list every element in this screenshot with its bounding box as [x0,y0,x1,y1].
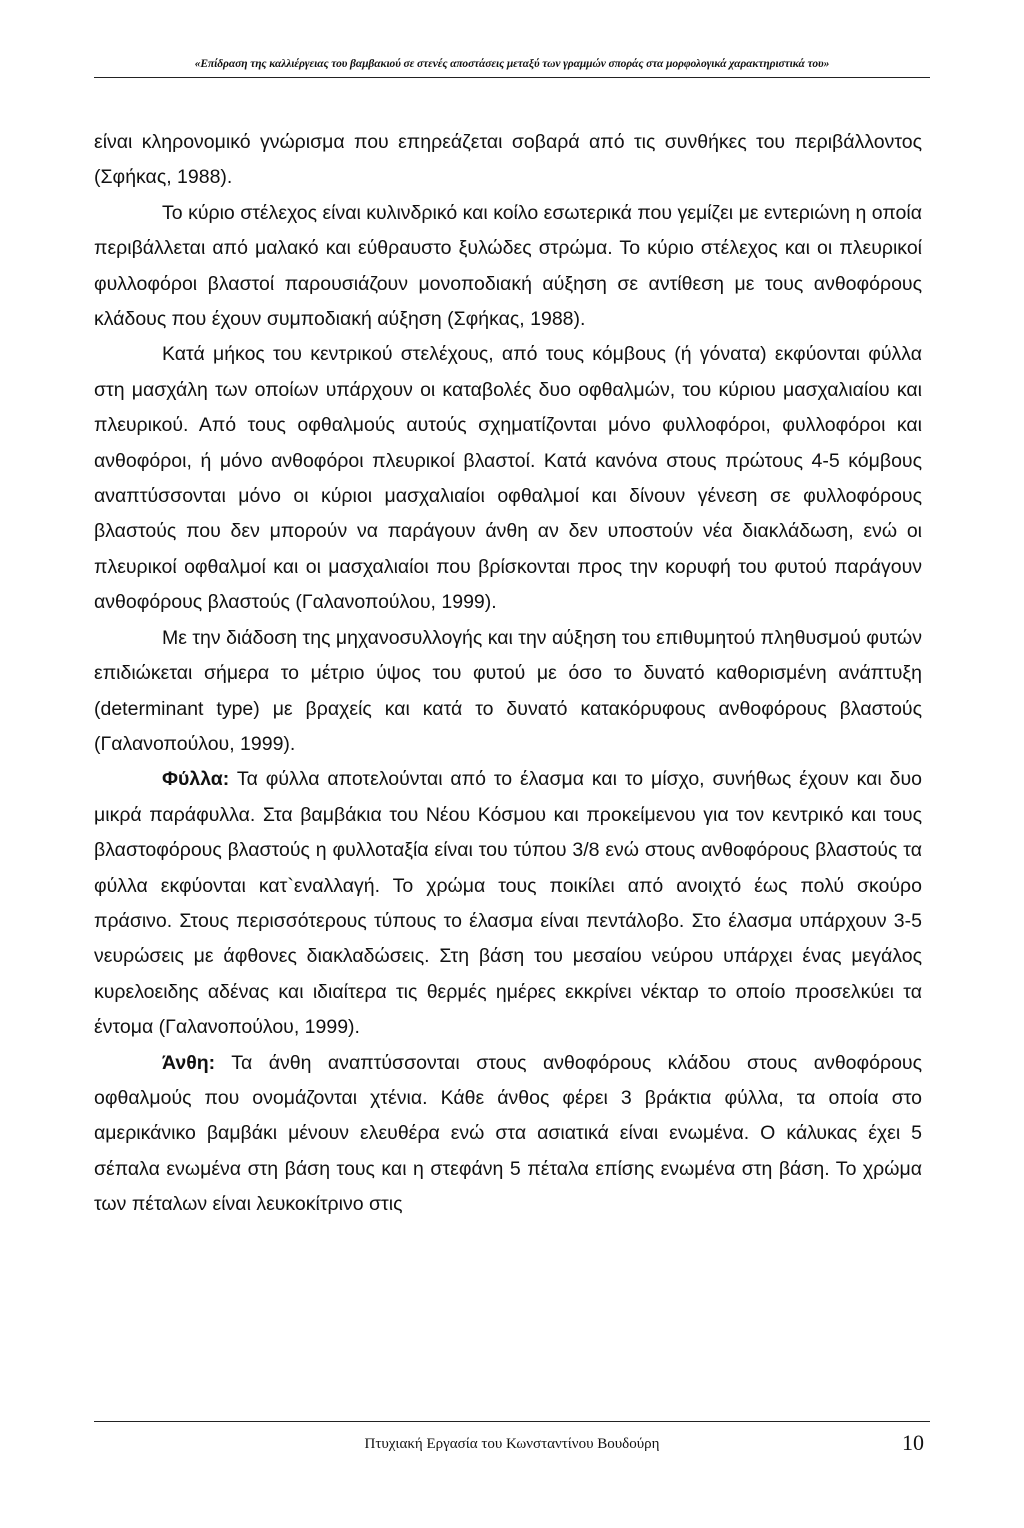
paragraph-3: Κατά μήκος του κεντρικού στελέχους, από τους κόμβους (ή γόνατα) εκφύονται φύλλα στη μασχάλη των οποίων υπάρχουν οι καταβολές δυο οφθαλμών, του κύριου μασχαλιαίου και πλευρικού. Από τους οφθαλμούς αυτούς σχηματίζονται μόνο φυλλοφόροι, φυλλοφόροι και ανθοφόροι, ή μόνο ανθοφόροι πλευρικοί βλαστοί. Κατά κανόνα στους πρώτους 4-5 κόμβους αναπτύσσονται μόνο οι κύριοι μασχαλιαίοι οφθαλμοί και δίνουν γένεση σε φυλλοφόρους βλαστούς που δεν μπορούν να παράγουν άνθη αν δεν υποστούν νέα διακλάδωση, ενώ οι πλευρικοί οφθαλμοί και οι μασχαλιαίοι που βρίσκονται προς την κορυφή του φυτού παράγουν ανθοφόρους βλαστούς (Γαλανοπούλου, 1999). [94,343,922,614]
document-body [94,125,922,1223]
paragraph-flowers [94,1046,922,1223]
running-header: «Επίδραση της καλλιέργειας του βαμβακιού σε στενές αποστάσεις μεταξύ των γραμμών σποράς στα μορφολογικά χαρακτηριστικά του» [194,58,830,70]
paragraph-2: Το κύριο στέλεχος είναι κυλινδρικό και κοίλο εσωτερικά που γεμίζει με εντεριώνη η οποία περιβάλλεται από μαλακό και εύθραυστο ξυλώδες στρώμα. Το κύριο στέλεχος και οι πλευρικοί φυλλοφόροι βλαστοί παρουσιάζουν μονοποδιακή αύξηση σε αντίθεση με τους ανθοφόρους κλάδους που έχουν συμποδιακή αύξηση (Σφήκας, 1988). [94,201,922,331]
paragraph-4: Με την διάδοση της μηχανοσυλλογής και την αύξηση του επιθυμητού πληθυσμού φυτών επιδιώκεται σήμερα το μέτριο ύψος του φυτού με όσο το δυνατό καθορισμένη ανάπτυξη (determinant type) με βραχείς και κατά το δυνατό κατακόρυφους ανθοφόρους βλαστούς (Γαλανοπούλου, 1999). [94,626,923,755]
page-number: 10 [902,1430,924,1455]
paragraph-leaves [94,762,922,1045]
page-footer [94,1430,930,1470]
paragraph-1: είναι κληρονομικό γνώρισμα που επηρεάζεται σοβαρά από τις συνθήκες του περιβάλλοντος (Σφήκας, 1988). [94,131,922,189]
flowers-heading: Άνθη: [162,1051,216,1074]
footer-author: Πτυχιακή Εργασία του Κωνσταντίνου Βουδούρη [364,1436,660,1452]
leaves-text: Τα φύλλα αποτελούνται από το έλασμα και το μίσχο, συνήθως έχουν και δυο μικρά παράφυλλα. Στα βαμβάκια του Νέου Κόσμου και προκείμενου για τον κεντρικό και τους βλαστοφόρους βλαστούς η φυλλοταξία είναι του τύπου 3/8 ενώ στους ανθοφόρους βλαστούς τα φύλλα εκφύονται κατ`εναλλαγή. Το χρώμα τους ποικίλει από ανοιχτό έως πολύ σκούρο πράσινο. Στους περισσότερους τύπους το έλασμα είναι πεντάλοβο. Στο έλασμα υπάρχουν 3-5 νευρώσεις με άφθονες διακλαδώσεις. Στη βάση του μεσαίου νεύρου υπάρχει ένας μεγάλος κυρελοειδης αδένας και ιδιαίτερα τις θερμές ημέρες εκκρίνει νέκταρ το οποίο προσελκύει τα έντομα (Γαλανοπούλου, 1999). [94,768,922,1039]
header-divider [94,77,930,78]
flowers-text: Τα άνθη αναπτύσσονται στους ανθοφόρους κλάδου στους ανθοφόρους οφθαλμούς που ονομάζονται χτένια. Κάθε άνθος φέρει 3 βράκτια φύλλα, τα οποία στο αμερικάνικο βαμβάκι μένουν ελευθέρα ενώ στα ασιατικά είναι ενωμένα. Ο κάλυκας έχει 5 σέπαλα ενωμένα στη βάση τους και η στεφάνη 5 πέταλα επίσης ενωμένα στη βάση. Το χρώμα των πέταλων είναι λευκοκίτρινο στις [94,1051,922,1216]
footer-divider [94,1421,930,1422]
leaves-heading: Φύλλα: [162,768,230,791]
